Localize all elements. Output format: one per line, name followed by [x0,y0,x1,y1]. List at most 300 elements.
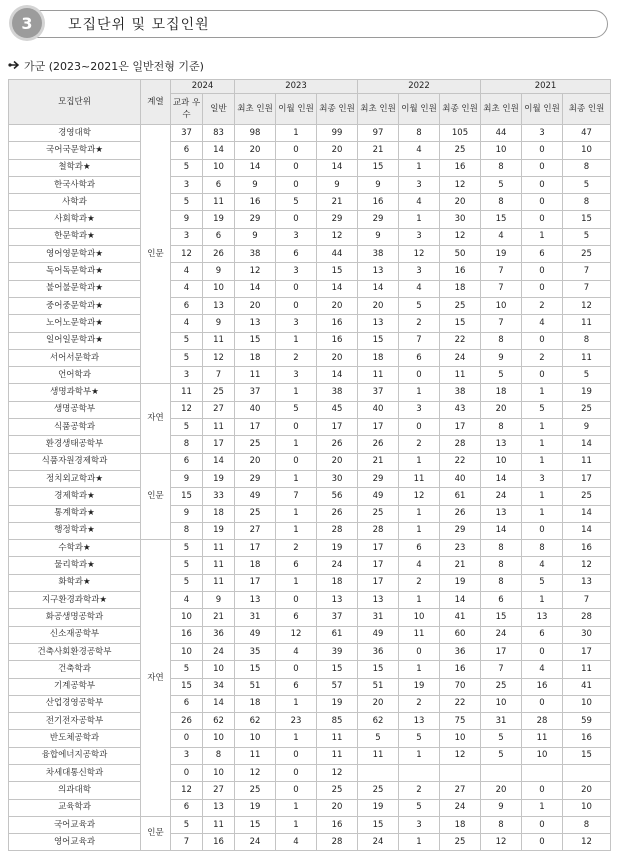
value-cell: 16 [440,159,481,176]
value-cell: 28 [522,713,563,730]
value-cell: 5 [563,367,611,384]
value-cell: 8 [563,816,611,833]
value-cell: 34 [203,678,235,695]
sub-header: 최초 인원 [235,94,276,125]
value-cell: 15 [563,211,611,228]
value-cell: 20 [358,297,399,314]
value-cell: 21 [440,557,481,574]
value-cell: 16 [235,194,276,211]
value-cell: 3 [276,315,317,332]
unit-name-cell: 국어교육과 [9,816,141,833]
value-cell: 49 [235,626,276,643]
table-row [9,280,611,297]
value-cell: 19 [317,695,358,712]
value-cell: 29 [358,470,399,487]
value-cell: 5 [171,332,203,349]
table-row [9,436,611,453]
value-cell: 9 [171,211,203,228]
value-cell: 16 [358,194,399,211]
sub-header: 일반 [203,94,235,125]
value-cell: 8 [481,419,522,436]
value-cell: 9 [563,419,611,436]
value-cell: 0 [276,782,317,799]
value-cell: 9 [358,176,399,193]
value-cell: 40 [440,470,481,487]
value-cell: 1 [399,505,440,522]
value-cell: 5 [481,367,522,384]
value-cell: 17 [440,419,481,436]
value-cell: 9 [203,592,235,609]
unit-name-cell: 불어불문학과★ [9,280,141,297]
table-row [9,194,611,211]
value-cell: 5 [171,574,203,591]
col-header-unit: 모집단위 [9,80,141,125]
value-cell: 4 [171,280,203,297]
value-cell: 25 [563,488,611,505]
unit-name-cell: 서어서문학과 [9,349,141,366]
unit-name-cell: 기계공학부 [9,678,141,695]
value-cell: 5 [399,799,440,816]
section-number-badge: 3 [12,8,42,38]
value-cell: 45 [317,401,358,418]
value-cell: 20 [235,297,276,314]
value-cell: 11 [399,470,440,487]
value-cell: 26 [440,505,481,522]
value-cell: 1 [522,453,563,470]
value-cell: 4 [171,315,203,332]
value-cell: 1 [522,505,563,522]
value-cell: 7 [563,592,611,609]
value-cell: 15 [235,332,276,349]
value-cell: 2 [276,540,317,557]
value-cell: 23 [440,540,481,557]
value-cell: 3 [522,125,563,142]
sub-header: 최종 인원 [317,94,358,125]
value-cell: 62 [358,713,399,730]
value-cell: 33 [203,488,235,505]
value-cell: 8 [203,747,235,764]
value-cell: 4 [171,263,203,280]
value-cell: 6 [171,297,203,314]
value-cell: 6 [276,246,317,263]
value-cell: 11 [171,384,203,401]
value-cell: 3 [399,176,440,193]
value-cell: 1 [522,384,563,401]
value-cell: 12 [440,176,481,193]
unit-name-cell: 독어독문학과★ [9,263,141,280]
value-cell: 10 [440,730,481,747]
value-cell: 15 [358,159,399,176]
table-row [9,713,611,730]
value-cell: 18 [203,505,235,522]
table-row [9,142,611,159]
value-cell: 4 [399,280,440,297]
value-cell: 12 [235,263,276,280]
value-cell: 0 [276,419,317,436]
value-cell: 0 [522,522,563,539]
value-cell: 24 [481,626,522,643]
value-cell: 3 [399,263,440,280]
value-cell: 9 [171,470,203,487]
value-cell: 25 [235,782,276,799]
value-cell: 29 [317,211,358,228]
value-cell: 0 [276,176,317,193]
value-cell: 37 [235,384,276,401]
group-cell: 자연 [141,384,171,453]
value-cell: 15 [440,315,481,332]
unit-name-cell: 신소재공학부 [9,626,141,643]
value-cell: 5 [276,194,317,211]
unit-name-cell: 수학과★ [9,540,141,557]
value-cell: 16 [440,661,481,678]
value-cell: 20 [317,142,358,159]
value-cell: 16 [440,263,481,280]
value-cell: 12 [481,834,522,851]
value-cell: 1 [276,505,317,522]
table-row [9,557,611,574]
value-cell: 11 [203,816,235,833]
value-cell: 11 [235,747,276,764]
value-cell: 7 [171,834,203,851]
value-cell: 18 [317,574,358,591]
value-cell: 35 [235,643,276,660]
value-cell: 1 [276,799,317,816]
value-cell: 1 [399,661,440,678]
value-cell: 1 [522,488,563,505]
value-cell: 27 [203,782,235,799]
value-cell: 5 [171,661,203,678]
value-cell: 14 [235,280,276,297]
value-cell: 50 [440,246,481,263]
value-cell [399,764,440,781]
unit-name-cell: 경영대학 [9,125,141,142]
value-cell: 16 [171,626,203,643]
value-cell: 27 [235,522,276,539]
value-cell: 10 [203,764,235,781]
value-cell: 10 [171,609,203,626]
value-cell: 4 [399,557,440,574]
value-cell: 8 [481,557,522,574]
value-cell: 21 [358,142,399,159]
value-cell: 36 [203,626,235,643]
value-cell: 18 [481,384,522,401]
value-cell: 13 [235,592,276,609]
group-cell: 인문 [141,816,171,851]
value-cell: 22 [440,453,481,470]
value-cell: 3 [171,367,203,384]
value-cell: 9 [235,228,276,245]
value-cell: 14 [235,159,276,176]
value-cell: 15 [317,661,358,678]
value-cell: 0 [171,764,203,781]
value-cell: 20 [563,782,611,799]
value-cell: 14 [203,695,235,712]
value-cell: 7 [563,263,611,280]
table-row [9,228,611,245]
section-title: 모집단위 및 모집인원 [68,17,210,33]
value-cell: 0 [522,211,563,228]
value-cell: 3 [522,470,563,487]
value-cell: 18 [235,557,276,574]
unit-name-cell: 일어일문학과★ [9,332,141,349]
value-cell: 31 [235,609,276,626]
value-cell: 2 [399,436,440,453]
value-cell: 24 [235,834,276,851]
unit-name-cell: 반도체공학과 [9,730,141,747]
value-cell: 21 [203,609,235,626]
value-cell: 25 [481,678,522,695]
value-cell: 10 [235,730,276,747]
value-cell: 17 [235,574,276,591]
value-cell: 44 [481,125,522,142]
unit-name-cell: 산업경영공학부 [9,695,141,712]
value-cell: 3 [171,747,203,764]
unit-name-cell: 노어노문학과★ [9,315,141,332]
value-cell: 1 [399,159,440,176]
value-cell: 5 [399,297,440,314]
value-cell: 28 [317,522,358,539]
subtitle-text: 가군 (2023~2021은 일반전형 기준) [24,60,204,73]
value-cell: 25 [235,505,276,522]
value-cell: 16 [317,315,358,332]
value-cell: 36 [358,643,399,660]
value-cell: 6 [522,626,563,643]
value-cell: 19 [235,799,276,816]
value-cell: 7 [481,263,522,280]
value-cell: 14 [317,367,358,384]
table-row [9,643,611,660]
value-cell: 70 [440,678,481,695]
unit-name-cell: 화공생명공학과 [9,609,141,626]
value-cell: 5 [399,730,440,747]
table-row [9,592,611,609]
table-row [9,159,611,176]
table-row [9,297,611,314]
value-cell: 14 [481,470,522,487]
value-cell: 11 [358,367,399,384]
value-cell: 6 [171,453,203,470]
value-cell: 0 [276,453,317,470]
section-header [12,8,608,38]
value-cell: 4 [276,834,317,851]
value-cell: 1 [276,384,317,401]
value-cell: 17 [358,419,399,436]
value-cell: 12 [235,764,276,781]
value-cell: 24 [481,488,522,505]
value-cell: 0 [276,142,317,159]
value-cell: 0 [276,297,317,314]
value-cell: 25 [563,246,611,263]
value-cell: 5 [171,194,203,211]
value-cell: 26 [358,436,399,453]
value-cell: 5 [171,419,203,436]
value-cell: 40 [358,401,399,418]
table-row [9,522,611,539]
value-cell: 12 [276,626,317,643]
value-cell: 49 [358,626,399,643]
value-cell: 11 [522,730,563,747]
unit-name-cell: 융합에너지공학과 [9,747,141,764]
value-cell: 15 [481,211,522,228]
value-cell: 19 [358,799,399,816]
unit-name-cell: 물리학과★ [9,557,141,574]
value-cell: 10 [171,643,203,660]
table-row [9,609,611,626]
value-cell: 13 [358,263,399,280]
value-cell: 28 [563,609,611,626]
value-cell: 8 [171,436,203,453]
unit-name-cell: 지구환경과학과★ [9,592,141,609]
value-cell: 13 [481,505,522,522]
value-cell: 0 [522,367,563,384]
value-cell: 6 [522,246,563,263]
value-cell: 75 [440,713,481,730]
value-cell: 27 [203,401,235,418]
value-cell [440,764,481,781]
value-cell: 11 [203,332,235,349]
value-cell: 8 [399,125,440,142]
value-cell: 0 [399,419,440,436]
value-cell: 1 [276,436,317,453]
value-cell: 7 [481,280,522,297]
value-cell: 11 [399,626,440,643]
unit-name-cell: 영어영문학과★ [9,246,141,263]
value-cell: 0 [276,159,317,176]
value-cell: 11 [563,349,611,366]
unit-name-cell: 사학과 [9,194,141,211]
value-cell: 11 [563,453,611,470]
value-cell: 7 [481,315,522,332]
value-cell: 9 [235,176,276,193]
value-cell: 17 [235,419,276,436]
value-cell: 20 [317,453,358,470]
unit-name-cell: 중어중문학과★ [9,297,141,314]
value-cell: 10 [481,453,522,470]
value-cell: 5 [481,176,522,193]
value-cell: 0 [276,592,317,609]
unit-name-cell: 건축학과 [9,661,141,678]
value-cell: 24 [317,557,358,574]
table-row [9,661,611,678]
table-row [9,349,611,366]
table-body [9,125,611,851]
unit-name-cell: 국어국문학과★ [9,142,141,159]
value-cell: 38 [317,384,358,401]
value-cell: 83 [203,125,235,142]
value-cell: 19 [203,470,235,487]
value-cell: 39 [317,643,358,660]
value-cell: 1 [276,816,317,833]
table-row [9,453,611,470]
value-cell: 21 [358,453,399,470]
value-cell: 8 [563,194,611,211]
unit-name-cell: 경제학과★ [9,488,141,505]
value-cell: 59 [563,713,611,730]
value-cell: 2 [399,315,440,332]
value-cell: 31 [358,609,399,626]
value-cell: 1 [399,453,440,470]
value-cell: 8 [481,816,522,833]
value-cell: 1 [522,436,563,453]
value-cell: 16 [563,540,611,557]
value-cell: 6 [203,176,235,193]
value-cell: 5 [171,159,203,176]
value-cell: 13 [399,713,440,730]
value-cell: 38 [358,246,399,263]
value-cell: 5 [522,401,563,418]
value-cell: 20 [317,349,358,366]
value-cell: 14 [563,436,611,453]
value-cell: 5 [171,816,203,833]
value-cell: 56 [317,488,358,505]
unit-name-cell: 환경생태공학부 [9,436,141,453]
value-cell [481,764,522,781]
value-cell: 4 [481,228,522,245]
value-cell: 13 [203,297,235,314]
value-cell: 28 [358,522,399,539]
value-cell: 41 [440,609,481,626]
value-cell: 20 [235,453,276,470]
unit-name-cell: 전기전자공학부 [9,713,141,730]
value-cell: 37 [317,609,358,626]
value-cell: 15 [358,816,399,833]
value-cell: 25 [440,834,481,851]
value-cell: 1 [276,332,317,349]
value-cell: 5 [171,557,203,574]
value-cell: 25 [440,297,481,314]
value-cell: 11 [203,419,235,436]
value-cell: 8 [481,574,522,591]
value-cell: 20 [317,297,358,314]
value-cell: 3 [276,263,317,280]
value-cell: 16 [317,816,358,833]
value-cell: 2 [522,297,563,314]
value-cell: 17 [563,643,611,660]
arrow-icon [8,60,21,73]
unit-name-cell: 사회학과★ [9,211,141,228]
unit-name-cell: 언어학과 [9,367,141,384]
value-cell: 24 [440,799,481,816]
value-cell: 5 [563,228,611,245]
value-cell: 30 [440,211,481,228]
value-cell: 14 [481,522,522,539]
value-cell: 3 [276,367,317,384]
value-cell: 9 [203,263,235,280]
table-row [9,332,611,349]
value-cell: 10 [399,609,440,626]
value-cell: 12 [203,349,235,366]
value-cell: 9 [358,228,399,245]
value-cell: 29 [235,211,276,228]
unit-name-cell: 행정학과★ [9,522,141,539]
table-row [9,263,611,280]
value-cell: 31 [481,713,522,730]
value-cell: 25 [358,782,399,799]
value-cell: 1 [276,730,317,747]
value-cell: 25 [203,384,235,401]
value-cell: 1 [399,592,440,609]
table-row [9,747,611,764]
value-cell: 12 [317,228,358,245]
value-cell: 28 [440,436,481,453]
value-cell: 4 [399,194,440,211]
value-cell: 10 [203,661,235,678]
value-cell: 44 [317,246,358,263]
value-cell: 20 [481,782,522,799]
value-cell [563,764,611,781]
value-cell: 16 [203,834,235,851]
value-cell: 11 [235,367,276,384]
